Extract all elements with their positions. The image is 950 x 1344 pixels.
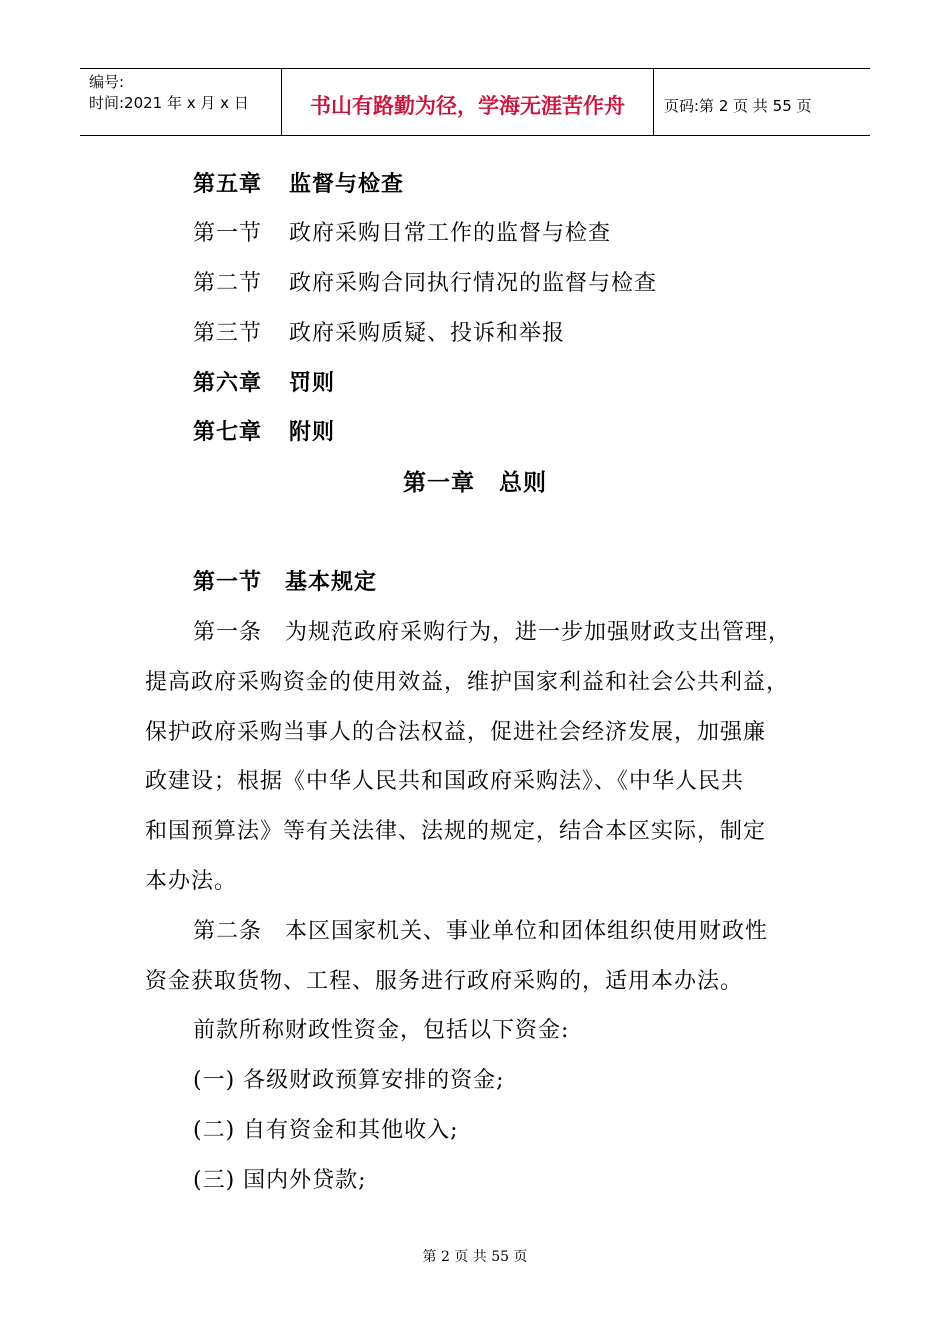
toc-entry	[193, 418, 335, 448]
toc-entry-label: 第五章	[193, 172, 263, 197]
body-line: 第一条 为规范政府采购行为，进一步加强财政支出管理，	[193, 620, 792, 645]
toc-entry-title: 附则	[289, 420, 336, 445]
document-number-label: 编号:	[89, 73, 125, 91]
toc-entry	[193, 319, 565, 349]
toc-entry	[193, 219, 611, 249]
body-line: 提高政府采购资金的使用效益，维护国家利益和社会公共利益，	[145, 670, 790, 695]
body-line: 本办法。	[145, 869, 238, 894]
toc-entry-label: 第三节	[193, 321, 263, 346]
header-page-info: 页码:第 2 页 共 55 页	[664, 96, 812, 115]
toc-entry-label: 第六章	[193, 371, 263, 396]
toc-entry-title: 政府采购质疑、投诉和举报	[289, 321, 566, 346]
body-line: 第二条 本区国家机关、事业单位和团体组织使用财政性	[193, 919, 769, 944]
body-line: 前款所称财政性资金，包括以下资金:	[193, 1018, 570, 1043]
toc-entry-title: 监督与检查	[289, 172, 405, 197]
body-line: 资金获取货物、工程、服务进行政府采购的，适用本办法。	[145, 969, 744, 994]
body-line: (三) 国内外贷款;	[193, 1168, 367, 1193]
page-footer: 第 2 页 共 55 页	[422, 1249, 528, 1265]
toc-entry	[193, 170, 404, 200]
toc-entry-label: 第七章	[193, 420, 263, 445]
body-line: (一) 各级财政预算安排的资金;	[193, 1068, 505, 1093]
toc-entry-title: 政府采购合同执行情况的监督与检查	[289, 271, 658, 296]
body-line: 保护政府采购当事人的合法权益，促进社会经济发展，加强廉	[145, 720, 767, 745]
toc-entry	[193, 269, 657, 299]
header-motto: 书山有路勤为径，学海无涯苦作舟	[282, 69, 654, 135]
body-line: 政建设；根据《中华人民共和国政府采购法》、《中华人民共	[145, 769, 745, 794]
toc-entry-label: 第二节	[193, 271, 263, 296]
toc-entry-title: 政府采购日常工作的监督与检查	[289, 221, 612, 246]
toc-entry	[193, 369, 335, 399]
body-line: 和国预算法》等有关法律、法规的规定，结合本区实际，制定	[145, 819, 767, 844]
chapter-title: 第一章 总则	[403, 470, 547, 496]
header-left-cell	[80, 69, 282, 135]
document-time-label: 时间:2021 年 x 月 x 日	[89, 94, 249, 112]
page-header	[80, 68, 870, 136]
body-line: (二) 自有资金和其他收入;	[193, 1118, 459, 1143]
section-title: 第一节 基本规定	[193, 570, 378, 595]
toc-entry-title: 罚则	[289, 371, 336, 396]
toc-entry-label: 第一节	[193, 221, 263, 246]
